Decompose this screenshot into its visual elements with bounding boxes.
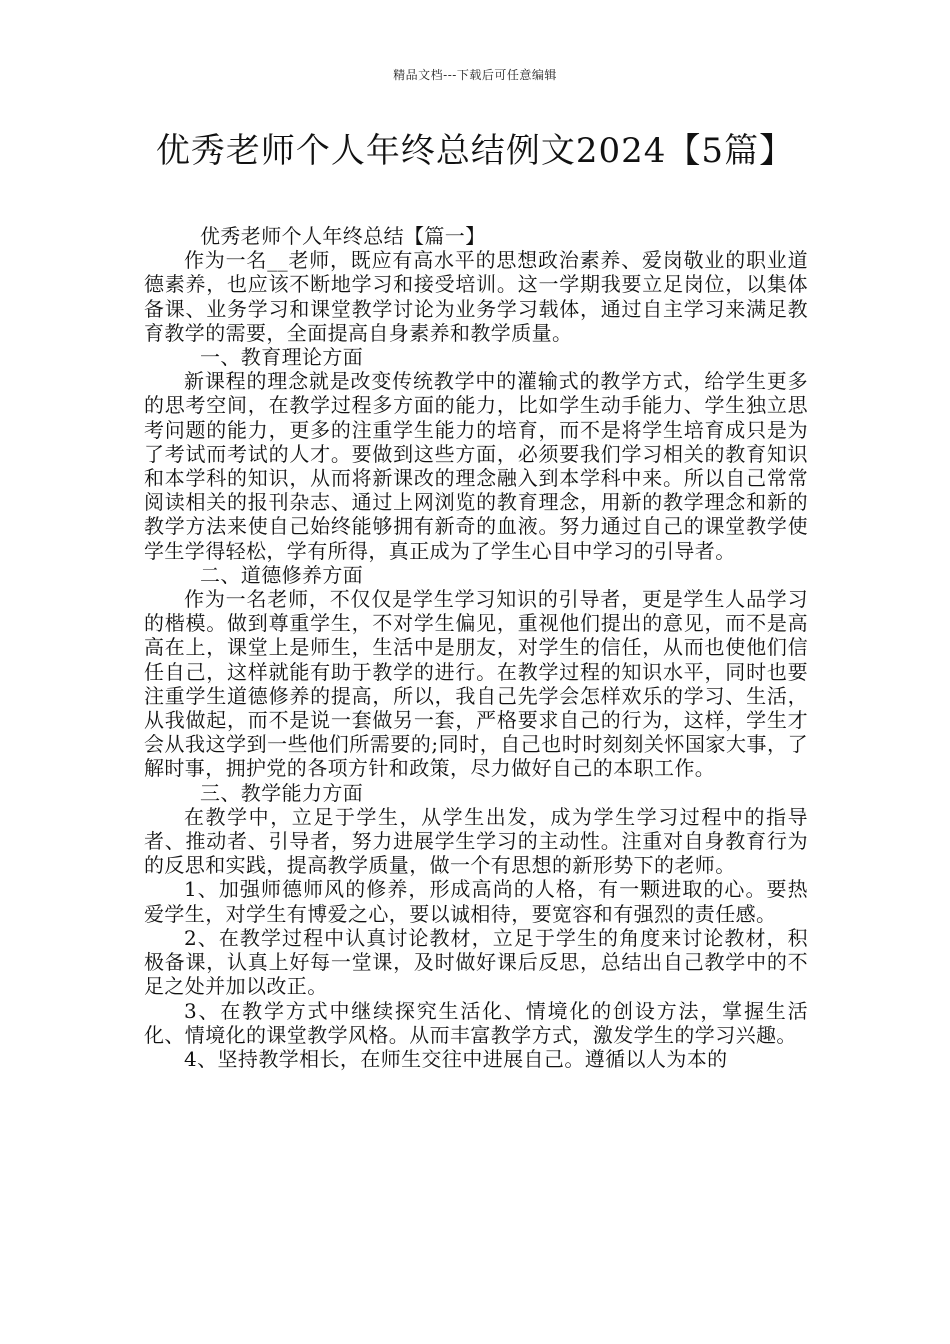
document-body [144,224,808,1071]
document-title: 优秀老师个人年终总结例文2024【5篇】 [155,131,795,171]
paragraph: 3、在教学方式中继续探究生活化、情境化的创设方法，掌握生活化、情境化的课堂教学风格。从而丰富教学方式，激发学生的学习兴趣。 [144,998,808,1047]
paragraph: 1、加强师德师风的修养，形成高尚的人格，有一颗进取的心。要热爱学生，对学生有博爱之心，要以诚相待，要宽容和有强烈的责任感。 [144,877,808,926]
paragraph: 作为一名__老师，既应有高水平的思想政治素养、爱岗敬业的职业道德素养，也应该不断地学习和接受培训。这一学期我要立足岗位，以集体备课、业务学习和课堂教学讨论为业务学习载体，通过自主学习来满足教育教学的需要，全面提高自身素养和教学质量。 [144,248,808,345]
section-heading: 三、教学能力方面 [200,780,364,805]
section-heading: 优秀老师个人年终总结【篇一】 [200,224,486,248]
header-note: 精品文档---下载后可任意编辑 [393,68,557,82]
paragraph: 2、在教学过程中认真讨论教材，立足于学生的角度来讨论教材，积极备课，认真上好每一堂课，及时做好课后反思，总结出自己教学中的不足之处并加以改正。 [144,925,808,999]
paragraph: 在教学中，立足于学生，从学生出发，成为学生学习过程中的指导者、推动者、引导者，努力进展学生学习的主动性。注重对自身教育行为的反思和实践，提高教学质量，做一个有思想的新形势下的老师。 [144,804,808,878]
paragraph: 4、坚持教学相长，在师生交往中进展自己。遵循以人为本的 [184,1046,728,1071]
paragraph: 作为一名老师，不仅仅是学生学习知识的引导者，更是学生人品学习的楷模。做到尊重学生，不对学生偏见，重视他们提出的意见，而不是高高在上，课堂上是师生，生活中是朋友，对学生的信任，从而也使他们信任自己，这样就能有助于教学的进行。在教学过程的知识水平，同时也要注重学生道德修养的提高，所以，我自己先学会怎样欢乐的学习、生活，从我做起，而不是说一套做另一套，严格要求自己的行为，这样，学生才会从我这学到一些他们所需要的;同时，自己也时时刻刻关怀国家大事，了解时事，拥护党的各项方针和政策，尽力做好自己的本职工作。 [144,587,808,781]
section-heading: 二、道德修养方面 [200,562,364,587]
paragraph: 新课程的理念就是改变传统教学中的灌输式的教学方式，给学生更多的思考空间，在教学过程多方面的能力，比如学生动手能力、学生独立思考问题的能力，更多的注重学生能力的培育，而不是将学生培育成只是为了考试而考试的人才。要做到这些方面，必须要我们学习相关的教育知识和本学科的知识，从而将新课改的理念融入到本学科中来。所以自己常常阅读相关的报刊杂志、通过上网浏览的教育理念，用新的教学理念和新的教学方法来使自己始终能够拥有新奇的血液。努力通过自己的课堂教学使学生学得轻松，学有所得，真正成为了学生心目中学习的引导者。 [144,369,808,563]
section-heading: 一、教育理论方面 [200,345,364,370]
